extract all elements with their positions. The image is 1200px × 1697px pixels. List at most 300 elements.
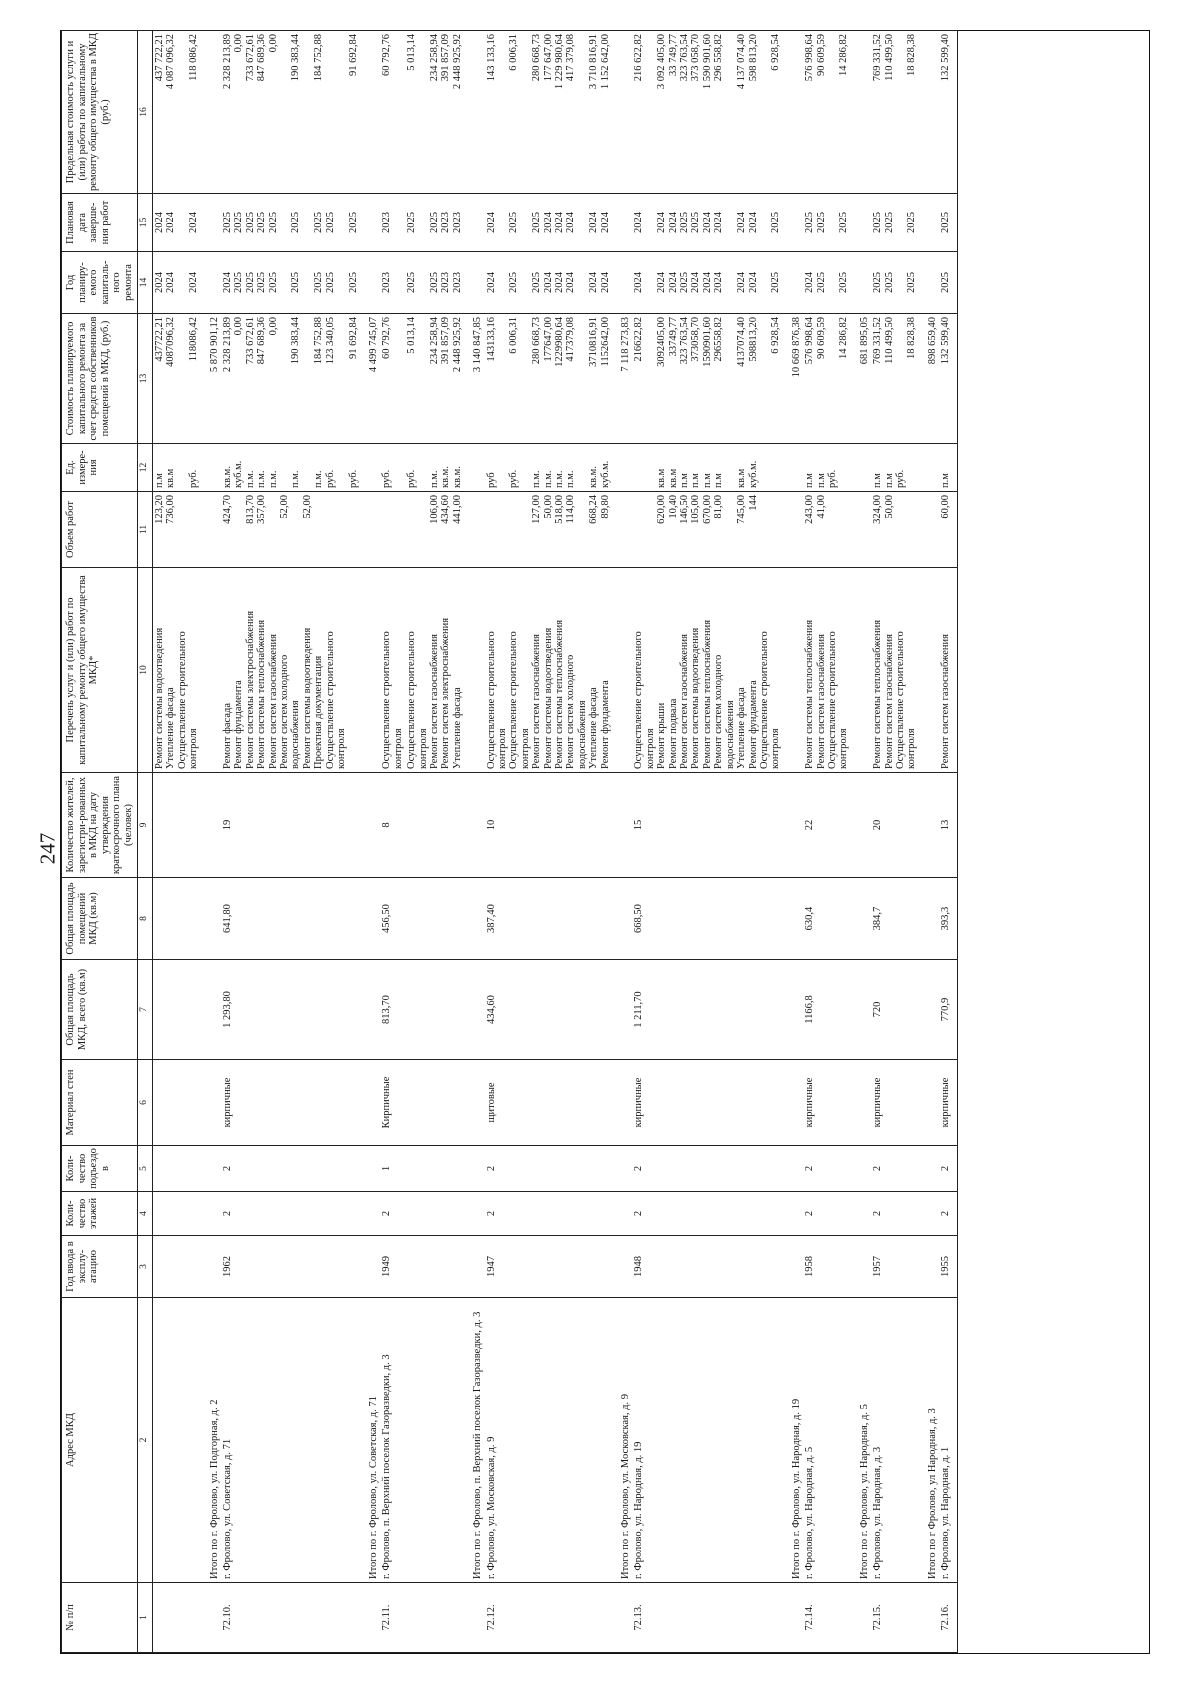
page-number-wrap	[35, 832, 60, 865]
volume-cell	[380, 492, 405, 568]
address-cell: г. Фролово, ул. Народная, д. 5	[803, 1298, 851, 1583]
row-number: 72.13.	[632, 1583, 782, 1653]
limit-cost-cell: 216 622,82 3 092 405,00 33 749,77 323 763,54 373 058,70 1 590 901,60 296 558,82 4 137 074,40 598 813,20 6 928,54	[632, 31, 782, 194]
table-body	[153, 31, 958, 1653]
rooms-area-cell	[851, 878, 871, 960]
bottom-cell	[953, 31, 958, 194]
residents-cell	[360, 773, 380, 878]
row-number	[153, 1583, 201, 1653]
bottom-cell	[953, 492, 958, 568]
volume-cell: 243,00 41,00	[803, 492, 851, 568]
header-col-1: № п/п	[62, 1583, 138, 1653]
residents-cell	[851, 773, 871, 878]
cost-cell: 60 792,76	[380, 314, 405, 444]
volume-cell: 60,00	[939, 492, 952, 568]
address-cell: г. Фролово, ул. Народная, д. 19	[632, 1298, 782, 1583]
unit-cell	[783, 444, 803, 492]
limit-cost-cell: 5 013,14 234 258,94 391 857,09 2 448 925,92	[405, 31, 464, 194]
limit-cost-cell: 437 722,21 4 087 096,32 118 086,42	[153, 31, 201, 194]
limit-cost-cell	[919, 31, 939, 194]
column-number-row	[138, 31, 153, 1653]
page-number: 247	[35, 832, 60, 865]
address-cell: Итого по г. Фролово, ул. Народная, д. 5	[851, 1298, 871, 1583]
total-area-cell: 1 293,80	[221, 960, 360, 1060]
unit-cell: кв.м. куб.м. п.м. п.м. п.м. п.м. п.м. руб. руб.	[221, 444, 360, 492]
row-number	[919, 1583, 939, 1653]
completion-date-cell: 2025 2025 2023 2023	[405, 194, 464, 252]
total-area-cell	[360, 960, 380, 1060]
bottom-cell	[953, 314, 958, 444]
works-list-cell: Ремонт системы теплоснабжения Ремонт систем газоснабжения Осуществление строительного контроля	[803, 568, 851, 773]
entrances-cell: 2	[221, 1146, 360, 1192]
rooms-area-cell: 630,4	[803, 878, 851, 960]
bottom-cell	[953, 1236, 958, 1298]
year-built-cell: 1958	[803, 1236, 851, 1298]
header-col-12: Ед. измере-ния	[62, 444, 138, 492]
completion-date-cell	[201, 194, 221, 252]
rooms-area-cell	[612, 878, 632, 960]
repair-year-cell: 2024 2025 2025 2024 2024 2024 2024 2024	[485, 252, 612, 314]
cost-cell: 769 331,52 110 499,50 18 828,38	[871, 314, 919, 444]
volume-cell: 424,70 813,70 357,00 52,00 52,00	[221, 492, 360, 568]
residents-cell: 22	[803, 773, 851, 878]
repair-year-cell: 2025 2025 2023 2023	[405, 252, 464, 314]
works-list-cell	[201, 568, 221, 773]
year-built-cell: 1947	[485, 1236, 612, 1298]
floors-cell: 2	[939, 1192, 952, 1236]
total-area-cell	[612, 960, 632, 1060]
wall-material-cell	[405, 1060, 464, 1146]
row-number	[360, 1583, 380, 1653]
unit-cell: руб.	[380, 444, 405, 492]
wall-material-cell: Кирпичные	[380, 1060, 405, 1146]
table-bottom-border	[953, 31, 958, 1653]
rooms-area-cell	[783, 878, 803, 960]
cost-cell: 576 998,64 90 609,59 14 286,82	[803, 314, 851, 444]
table-row	[221, 31, 360, 1653]
wall-material-cell: кирпичные	[939, 1060, 952, 1146]
rooms-area-cell	[153, 878, 201, 960]
address-cell: Итого по г. Фролово, ул. Московская, д. 9	[612, 1298, 632, 1583]
repair-year-cell: 2025	[939, 252, 952, 314]
repair-year-cell: 2024 2024 2024	[153, 252, 201, 314]
rooms-area-cell	[360, 878, 380, 960]
total-row	[360, 31, 380, 1653]
repair-year-cell: 2023	[380, 252, 405, 314]
works-list-cell	[360, 568, 380, 773]
column-number-12: 12	[138, 444, 153, 492]
cost-cell: 437722,21 4087096,32 118086,42	[153, 314, 201, 444]
header-col-2: Адрес МКД	[62, 1298, 138, 1583]
column-number-1: 1	[138, 1583, 153, 1653]
volume-cell: 620,00 10,40 146,50 105,00 670,00 81,00 745,00 144	[632, 492, 782, 568]
address-cell: Итого по г Фролово, ул Народная, д. 3	[919, 1298, 939, 1583]
entrances-cell	[405, 1146, 464, 1192]
works-list-cell: Осуществление строительного контроля	[380, 568, 405, 773]
repair-year-cell	[851, 252, 871, 314]
row-number	[783, 1583, 803, 1653]
works-list-cell: Осуществление строительного контроля Ремонт систем газоснабжения Ремонт систем электроснабжения Утепление фасада	[405, 568, 464, 773]
works-list-cell: Осуществление строительного контроля Осуществление строительного контроля Ремонт систем газоснабжения Ремонт системы водоотведения Ремонт системы теплоснабжения Ремонт систем холодного водоснабжения Утепление фасада Ремонт фундамента	[485, 568, 612, 773]
floors-cell	[851, 1192, 871, 1236]
column-number-8: 8	[138, 878, 153, 960]
entrances-cell: 1	[380, 1146, 405, 1192]
works-list-cell: Осуществление строительного контроля Ремонт крыши Ремонт подвала Ремонт систем газоснабжения Ремонт системы водоотведения Ремонт системы теплоснабжения Ремонт систем холодного водоснабжения Утепление фасада Ремонт фундамента Осуществление строительного контроля	[632, 568, 782, 773]
completion-date-cell: 2024 2025 2025 2024 2024 2024 2024 2024	[485, 194, 612, 252]
completion-date-cell	[360, 194, 380, 252]
completion-date-cell	[919, 194, 939, 252]
residents-cell	[919, 773, 939, 878]
header-col-3: Год ввода в эксплу-атацию	[62, 1236, 138, 1298]
residents-cell	[153, 773, 201, 878]
floors-cell	[612, 1192, 632, 1236]
cost-cell: 132 599,40	[939, 314, 952, 444]
address-cell: Итого по г. Фролово, ул. Подгорная, д. 2	[201, 1298, 221, 1583]
header-row	[62, 31, 138, 1653]
header-col-6: Материал стен	[62, 1060, 138, 1146]
rooms-area-cell: 641,80	[221, 878, 360, 960]
works-list-cell: Ремонт систем газоснабжения	[939, 568, 952, 773]
header-col-15: Плановая дата заверше-ния работ	[62, 194, 138, 252]
unit-cell: п.м п.м руб.	[871, 444, 919, 492]
column-number-5: 5	[138, 1146, 153, 1192]
floors-cell: 2	[632, 1192, 782, 1236]
residents-cell: 15	[632, 773, 782, 878]
cost-cell: 5 870 901,12	[201, 314, 221, 444]
wall-material-cell	[201, 1060, 221, 1146]
year-built-cell: 1957	[871, 1236, 919, 1298]
rooms-area-cell: 668,50	[632, 878, 782, 960]
address-cell: г. Фролово, п. Верхний поселок Газоразведки, д. 3	[380, 1298, 405, 1583]
repair-year-cell	[360, 252, 380, 314]
header-col-4: Коли-чество этажей	[62, 1192, 138, 1236]
volume-cell: 123,20 736,00	[153, 492, 201, 568]
residents-cell: 8	[380, 773, 405, 878]
unit-cell	[201, 444, 221, 492]
repair-year-cell	[783, 252, 803, 314]
table-header	[62, 31, 153, 1653]
volume-cell	[360, 492, 380, 568]
header-col-14: Год планиру-емого капиталь-ного ремонта	[62, 252, 138, 314]
year-built-cell	[919, 1236, 939, 1298]
rooms-area-cell: 387,40	[485, 878, 612, 960]
repair-year-cell	[612, 252, 632, 314]
year-built-cell: 1955	[939, 1236, 952, 1298]
capital-repair-table	[61, 30, 958, 1653]
total-area-cell: 770,9	[939, 960, 952, 1060]
total-area-cell: 434,60	[485, 960, 612, 1060]
row-number	[405, 1583, 464, 1653]
year-built-cell	[360, 1236, 380, 1298]
floors-cell: 2	[485, 1192, 612, 1236]
unit-cell: п.м кв.м руб.	[153, 444, 201, 492]
unit-cell: кв.м кв.м п.м п.м п.м п.м кв.м куб.м.	[632, 444, 782, 492]
works-list-cell: Ремонт системы водоотведения Утепление фасада Осуществление строительного контроля	[153, 568, 201, 773]
residents-cell: 13	[939, 773, 952, 878]
address-cell: Итого по г. Фролово, п. Верхний поселок Газоразведки, д. 3	[464, 1298, 484, 1583]
rooms-area-cell	[405, 878, 464, 960]
works-list-cell	[919, 568, 939, 773]
floors-cell	[360, 1192, 380, 1236]
wall-material-cell	[360, 1060, 380, 1146]
floors-cell	[405, 1192, 464, 1236]
wall-material-cell	[612, 1060, 632, 1146]
table-row	[380, 31, 405, 1653]
works-list-cell	[851, 568, 871, 773]
cost-cell: 4 499 745,07	[360, 314, 380, 444]
floors-cell	[919, 1192, 939, 1236]
address-cell: Итого по г. Фролово, ул. Советская, д. 71	[360, 1298, 380, 1583]
wall-material-cell	[783, 1060, 803, 1146]
volume-cell	[201, 492, 221, 568]
repair-year-cell	[919, 252, 939, 314]
year-built-cell	[612, 1236, 632, 1298]
table-row	[405, 31, 464, 1653]
unit-cell	[360, 444, 380, 492]
completion-date-cell: 2025 2025 2025	[803, 194, 851, 252]
header-col-5: Коли-чество подъездо в	[62, 1146, 138, 1192]
entrances-cell: 2	[871, 1146, 919, 1192]
bottom-cell	[953, 1146, 958, 1192]
header-col-16: Предельная стоимость услуги и (или) работы по капитальному ремонту общего имущества в МКД (руб.)	[62, 31, 138, 194]
column-number-9: 9	[138, 773, 153, 878]
column-number-6: 6	[138, 1060, 153, 1146]
cost-cell: 898 659,40	[919, 314, 939, 444]
column-number-3: 3	[138, 1236, 153, 1298]
header-col-7: Общая площадь МКД, всего (кв.м)	[62, 960, 138, 1060]
floors-cell	[783, 1192, 803, 1236]
bottom-cell	[953, 1060, 958, 1146]
year-built-cell: 1949	[380, 1236, 405, 1298]
header-col-8: Общая площадь помещений МКД (кв.м)	[62, 878, 138, 960]
cost-cell: 10 669 876,38	[783, 314, 803, 444]
repair-year-cell: 2024 2025 2025	[803, 252, 851, 314]
unit-cell	[851, 444, 871, 492]
works-list-cell	[783, 568, 803, 773]
entrances-cell	[201, 1146, 221, 1192]
floors-cell	[201, 1192, 221, 1236]
residents-cell	[783, 773, 803, 878]
header-col-10: Перечень услуг и (или) работ по капитальному ремонту общего имущества МКД*	[62, 568, 138, 773]
bottom-cell	[953, 252, 958, 314]
limit-cost-cell	[201, 31, 221, 194]
bottom-cell	[953, 1583, 958, 1653]
floors-cell	[153, 1192, 201, 1236]
bottom-cell	[953, 960, 958, 1060]
repair-year-cell: 2024 2025 2025 2025 2025 2025 2025 2025 2025	[221, 252, 360, 314]
bottom-cell	[953, 1192, 958, 1236]
completion-date-cell: 2024 2024 2024	[153, 194, 201, 252]
unit-cell: руб руб. п.м. п.м. п.м. п.м. кв.м. куб.м.	[485, 444, 612, 492]
column-number-2: 2	[138, 1298, 153, 1583]
works-list-cell	[612, 568, 632, 773]
table-row	[871, 31, 919, 1653]
cost-cell: 681 895,05	[851, 314, 871, 444]
header-col-9: Количество жителей, зарегистри-рованных в МКД на дату утверждения краткосрочного плана (человек)	[62, 773, 138, 878]
table-row	[153, 31, 201, 1653]
year-built-cell	[153, 1236, 201, 1298]
residents-cell	[612, 773, 632, 878]
residents-cell	[464, 773, 484, 878]
cost-cell: 2 328 213,89 0,00 733 672,61 847 689,36 0,00 190 383,44 184 752,88 123 340,05 91 692,84	[221, 314, 360, 444]
works-list-cell: Ремонт системы теплоснабжения Ремонт систем газоснабжения Осуществление строительного контроля	[871, 568, 919, 773]
row-number: 72.12.	[485, 1583, 612, 1653]
rooms-area-cell	[464, 878, 484, 960]
limit-cost-cell: 143 133,16 6 006,31 280 668,73 177 647,00 1 229 980,64 417 379,08 3 710 816,91 1 152 642,00	[485, 31, 612, 194]
limit-cost-cell: 769 331,52 110 499,50 18 828,38	[871, 31, 919, 194]
repair-year-cell: 2024 2024 2024 2025 2024 2024 2024 2024 2024 2025	[632, 252, 782, 314]
wall-material-cell	[851, 1060, 871, 1146]
unit-cell: п.м п.м руб.	[803, 444, 851, 492]
year-built-cell	[851, 1236, 871, 1298]
column-number-13: 13	[138, 314, 153, 444]
table-row	[632, 31, 782, 1653]
year-built-cell	[405, 1236, 464, 1298]
year-built-cell	[201, 1236, 221, 1298]
address-cell: г. Фролово, ул. Народная, д. 1	[939, 1298, 952, 1583]
total-row	[851, 31, 871, 1653]
entrances-cell	[153, 1146, 201, 1192]
total-row	[919, 31, 939, 1653]
volume-cell: 324,00 50,00	[871, 492, 919, 568]
limit-cost-cell	[612, 31, 632, 194]
limit-cost-cell	[360, 31, 380, 194]
residents-cell	[405, 773, 464, 878]
completion-date-cell: 2023	[380, 194, 405, 252]
row-number: 72.16.	[939, 1583, 952, 1653]
repair-year-cell: 2025 2025 2025	[871, 252, 919, 314]
cost-cell: 143133,16 6 006,31 280 668,73 177647,00 1229980,64 417379,08 3710816,91 1152642,00	[485, 314, 612, 444]
total-area-cell: 720	[871, 960, 919, 1060]
bottom-cell	[953, 444, 958, 492]
completion-date-cell: 2025	[939, 194, 952, 252]
bottom-cell	[953, 1298, 958, 1583]
total-area-cell: 1 211,70	[632, 960, 782, 1060]
wall-material-cell: щитовые	[485, 1060, 612, 1146]
wall-material-cell	[919, 1060, 939, 1146]
total-area-cell	[783, 960, 803, 1060]
total-area-cell	[405, 960, 464, 1060]
floors-cell: 2	[803, 1192, 851, 1236]
completion-date-cell	[851, 194, 871, 252]
bottom-cell	[953, 194, 958, 252]
entrances-cell	[851, 1146, 871, 1192]
completion-date-cell	[783, 194, 803, 252]
limit-cost-cell	[464, 31, 484, 194]
row-number: 72.15.	[871, 1583, 919, 1653]
address-cell: г. Фролово, ул. Московская, д. 9	[485, 1298, 612, 1583]
unit-cell	[612, 444, 632, 492]
address-cell: г. Фролово, ул. Советская, д. 71	[221, 1298, 360, 1583]
works-list-cell: Ремонт фасада Ремонт фундамента Ремонт системы электроснабжения Ремонт системы теплоснабжения Ремонт систем газоснабжения Ремонт систем холодного водоснабжения Ремонт системы водоотведения Проектная документация Осуществление строительного контроля	[221, 568, 360, 773]
floors-cell	[464, 1192, 484, 1236]
year-built-cell: 1948	[632, 1236, 782, 1298]
table-row	[939, 31, 952, 1653]
entrances-cell: 2	[803, 1146, 851, 1192]
address-cell: г. Фролово, ул. Народная, д. 3	[871, 1298, 919, 1583]
limit-cost-cell: 2 328 213,89 0,00 733 672,61 847 689,36 0,00 190 383,44 184 752,88 91 692,84	[221, 31, 360, 194]
unit-cell	[919, 444, 939, 492]
floors-cell: 2	[380, 1192, 405, 1236]
entrances-cell	[464, 1146, 484, 1192]
row-number: 72.14.	[803, 1583, 851, 1653]
total-area-cell: 1166,8	[803, 960, 851, 1060]
repair-year-cell	[201, 252, 221, 314]
cost-cell: 3 140 847,85	[464, 314, 484, 444]
bottom-cell	[953, 568, 958, 773]
cost-cell: 5 013,14 234 258,94 391 857,09 2 448 925,92	[405, 314, 464, 444]
wall-material-cell	[153, 1060, 201, 1146]
rooms-area-cell: 384,7	[871, 878, 919, 960]
column-number-16: 16	[138, 31, 153, 194]
wall-material-cell: кирпичные	[871, 1060, 919, 1146]
volume-cell: 127,00 50,00 518,00 114,00 668,24 89,80	[485, 492, 612, 568]
capital-repair-table-sheet	[60, 30, 1150, 1654]
limit-cost-cell	[851, 31, 871, 194]
wall-material-cell	[464, 1060, 484, 1146]
year-built-cell: 1962	[221, 1236, 360, 1298]
volume-cell	[919, 492, 939, 568]
total-area-cell	[919, 960, 939, 1060]
year-built-cell	[783, 1236, 803, 1298]
table-row	[803, 31, 851, 1653]
completion-date-cell: 2025 2025 2025	[871, 194, 919, 252]
limit-cost-cell: 132 599,40	[939, 31, 952, 194]
bottom-cell	[953, 773, 958, 878]
table-row	[485, 31, 612, 1653]
row-number	[464, 1583, 484, 1653]
column-number-7: 7	[138, 960, 153, 1060]
rooms-area-cell	[919, 878, 939, 960]
header-col-13: Стоимость планируемого капитального ремонта за счет средств собственников помещений в МКД, (руб.)	[62, 314, 138, 444]
total-area-cell	[201, 960, 221, 1060]
entrances-cell	[360, 1146, 380, 1192]
total-area-cell	[851, 960, 871, 1060]
row-number	[612, 1583, 632, 1653]
total-row	[783, 31, 803, 1653]
address-cell	[405, 1298, 464, 1583]
volume-cell: 106,00 434,60 441,00	[405, 492, 464, 568]
completion-date-cell: 2024 2024 2024 2025 2025 2024 2024 2024 2024 2025	[632, 194, 782, 252]
column-number-11: 11	[138, 492, 153, 568]
residents-cell: 10	[485, 773, 612, 878]
unit-cell: руб. п.м. кв.м. кв.м.	[405, 444, 464, 492]
total-row	[201, 31, 221, 1653]
rooms-area-cell: 456,50	[380, 878, 405, 960]
residents-cell: 20	[871, 773, 919, 878]
total-area-cell: 813,70	[380, 960, 405, 1060]
residents-cell: 19	[221, 773, 360, 878]
floors-cell: 2	[871, 1192, 919, 1236]
header-col-11: Объем работ	[62, 492, 138, 568]
entrances-cell: 2	[939, 1146, 952, 1192]
row-number	[201, 1583, 221, 1653]
column-number-14: 14	[138, 252, 153, 314]
volume-cell	[464, 492, 484, 568]
total-area-cell	[464, 960, 484, 1060]
unit-cell	[464, 444, 484, 492]
bottom-cell	[953, 878, 958, 960]
works-list-cell	[464, 568, 484, 773]
wall-material-cell: кирпичные	[803, 1060, 851, 1146]
limit-cost-cell	[783, 31, 803, 194]
total-row	[612, 31, 632, 1653]
completion-date-cell	[612, 194, 632, 252]
entrances-cell: 2	[485, 1146, 612, 1192]
wall-material-cell: кирпичные	[221, 1060, 360, 1146]
cost-cell: 7 118 273,83	[612, 314, 632, 444]
row-number: 72.11.	[380, 1583, 405, 1653]
